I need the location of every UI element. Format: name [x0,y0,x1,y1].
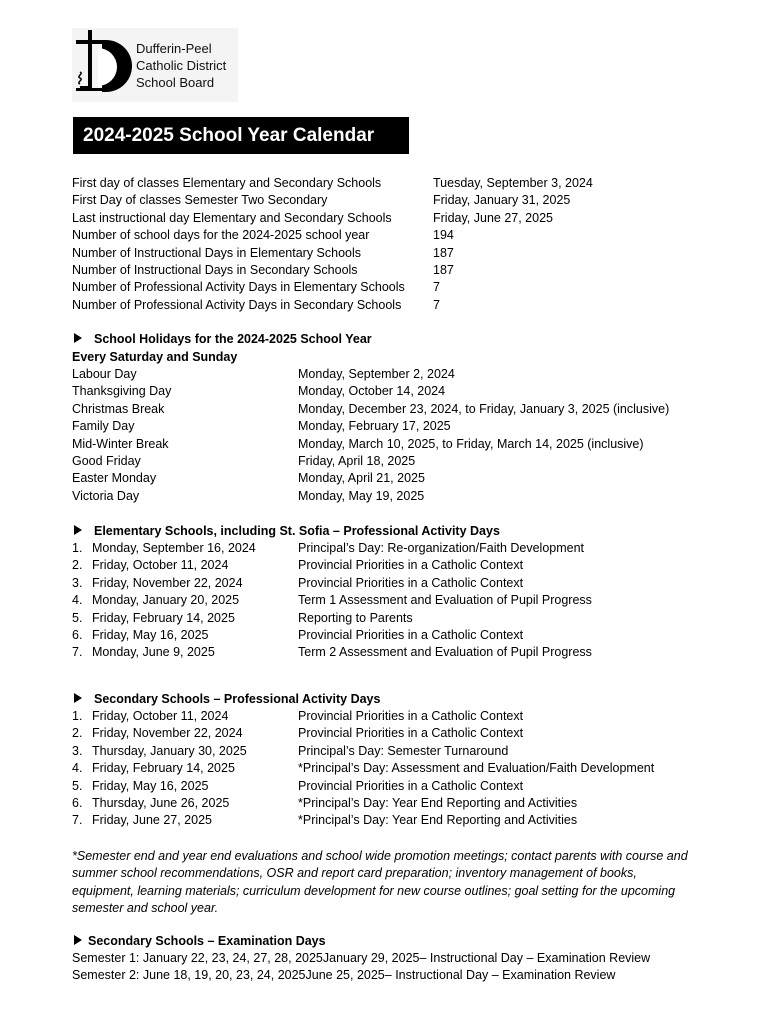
triangle-bullet-icon [74,333,82,343]
item-number: 2. [72,558,83,573]
secondary-pa-day-row [72,795,578,812]
holidays-heading-text: School Holidays for the 2024-2025 School Year [94,332,372,346]
item-number: 5. [72,778,83,793]
logo-text [136,40,226,91]
item-number: 1. [72,541,83,555]
holiday-date: Monday, April 21, 2025 [298,471,425,486]
pa-day-description: Provincial Priorities in a Catholic Context [298,628,524,642]
exams-heading [74,933,326,950]
pa-day-description: Provincial Priorities in a Catholic Context [298,709,524,723]
pa-day-description: Principal’s Day: Semester Turnaround [298,743,509,758]
exam-review-description: – Instructional Day – Examination Review [384,968,616,983]
summary-row [72,297,440,314]
pa-day-date: Friday, February 14, 2025 [92,610,235,625]
exam-dates: January 22, 23, 24, 27, 28, 2025 [142,951,323,965]
summary-label: Number of Professional Activity Days in Elementary Schools [72,280,405,295]
summary-value: 187 [433,245,454,260]
holiday-row [72,401,670,418]
pa-day-description: Principal’s Day: Re-organization/Faith Development [298,541,585,555]
holidays-subheading: Every Saturday and Sunday [72,350,238,364]
pa-day-date: Friday, October 11, 2024 [92,558,229,573]
item-number: 4. [72,593,83,608]
exam-row [72,967,615,984]
pa-day-date: Friday, November 22, 2024 [92,575,243,590]
item-number: 7. [72,645,83,660]
holiday-date: Monday, October 14, 2024 [298,384,446,399]
pa-day-description: Provincial Priorities in a Catholic Context [298,726,524,741]
elementary-pa-day-row [72,610,413,627]
secondary-pa-day-row [72,708,524,725]
board-logo [72,28,238,102]
pa-day-date: Friday, October 11, 2024 [92,709,229,723]
pa-day-description: Provincial Priorities in a Catholic Context [298,558,524,573]
pa-day-date: Friday, June 27, 2025 [92,813,212,828]
summary-value: 7 [433,297,440,312]
pa-day-date: Friday, November 22, 2024 [92,726,243,741]
holidays-heading [74,331,372,348]
logo-line: Catholic District [136,58,227,73]
summary-label: First day of classes Elementary and Secondary Schools [72,176,382,190]
pa-day-date: Friday, February 14, 2025 [92,761,235,776]
summary-value: 187 [433,263,454,277]
elementary-pa-day-row [72,644,592,661]
footnote: *Semester end and year end evaluations and school wide promotion meetings; contact parents with course and summer school recommendations, OSR and report card preparation; inventory management of books, equipment, learning materials; curriculum development for new course outlines; goal setting for the upcoming semester and school year. [72,849,688,915]
exam-review-description: – Instructional Day – Examination Review [419,951,651,965]
cross-logo-icon [72,28,142,102]
secondary-heading [74,691,380,708]
pa-day-description: Term 2 Assessment and Evaluation of Pupil Progress [298,645,592,660]
item-number: 3. [72,743,83,758]
holiday-row [72,488,425,505]
page-title: 2024-2025 School Year Calendar [73,117,409,154]
summary-value: Tuesday, September 3, 2024 [433,176,593,190]
holiday-row [72,366,455,383]
pa-day-description: *Principal’s Day: Assessment and Evaluation/Faith Development [298,761,655,776]
holiday-row [72,383,446,400]
summary-row [72,192,571,209]
pa-day-description: Provincial Priorities in a Catholic Context [298,778,524,793]
elementary-pa-day-row [72,592,592,609]
summary-row [72,245,454,262]
summary-label: Number of Professional Activity Days in Secondary Schools [72,297,402,312]
exams-heading-text: Secondary Schools – Examination Days [88,934,326,948]
pa-day-date: Friday, May 16, 2025 [92,778,209,793]
summary-label: Last instructional day Elementary and Secondary Schools [72,210,392,225]
summary-row [72,279,440,296]
elementary-pa-day-row [72,627,524,644]
pa-day-description: Reporting to Parents [298,610,413,625]
pa-day-date: Monday, January 20, 2025 [92,593,240,608]
item-number: 1. [72,709,83,723]
holiday-date: Monday, February 17, 2025 [298,419,451,434]
pa-day-date: Friday, May 16, 2025 [92,628,209,642]
pa-day-date: Thursday, January 30, 2025 [92,743,247,758]
holiday-date: Monday, March 10, 2025, to Friday, March 14, 2025 (inclusive) [298,436,644,451]
secondary-pa-day-row [72,760,655,777]
logo-line: School Board [136,75,215,90]
exam-review-date: January 29, 2025 [322,951,420,965]
logo-line: Dufferin-Peel [136,41,212,56]
summary-label: First Day of classes Semester Two Secondary [72,193,328,208]
summary-value: Friday, June 27, 2025 [433,210,553,225]
secondary-heading-text: Secondary Schools – Professional Activity Days [94,692,381,706]
item-number: 2. [72,726,83,741]
item-number: 6. [72,628,83,642]
item-number: 3. [72,575,83,590]
summary-value: Friday, January 31, 2025 [433,193,571,208]
exam-dates: June 18, 19, 20, 23, 24, 2025 [142,968,306,983]
holiday-row [72,436,644,453]
summary-label: Number of Instructional Days in Elementary Schools [72,245,362,260]
elementary-heading [74,523,500,540]
triangle-bullet-icon [74,525,82,535]
summary-label: Number of Instructional Days in Secondary Schools [72,263,358,277]
holiday-date: Monday, September 2, 2024 [298,367,455,381]
exam-row [72,950,650,967]
elementary-pa-day-row [72,540,585,557]
holiday-row [72,470,425,487]
holiday-name: Easter Monday [72,471,157,486]
exam-semester-label: Semester 1: [72,951,140,965]
item-number: 4. [72,761,83,776]
holiday-name: Thanksgiving Day [72,384,172,399]
holiday-name: Good Friday [72,454,141,468]
holiday-name: Victoria Day [72,488,140,503]
pa-day-description: Term 1 Assessment and Evaluation of Pupil Progress [298,593,592,608]
summary-row [72,210,553,227]
elementary-heading-text: Elementary Schools, including St. Sofia – Professional Activity Days [94,524,500,538]
summary-value: 7 [433,280,440,295]
summary-value: 194 [433,228,454,243]
holiday-name: Mid-Winter Break [72,436,169,451]
secondary-pa-day-row [72,743,509,760]
secondary-pa-day-row [72,778,524,795]
pa-day-description: *Principal’s Day: Year End Reporting and Activities [298,796,578,810]
holiday-date: Monday, December 23, 2024, to Friday, January 3, 2025 (inclusive) [298,401,670,416]
pa-day-date: Monday, June 9, 2025 [92,645,215,660]
item-number: 7. [72,813,83,828]
holiday-row [72,418,451,435]
holiday-date: Monday, May 19, 2025 [298,488,425,503]
pa-day-date: Monday, September 16, 2024 [92,541,256,555]
holiday-row [72,453,416,470]
holiday-name: Family Day [72,419,135,434]
summary-row [72,227,454,244]
pa-day-description: *Principal’s Day: Year End Reporting and Activities [298,813,578,828]
triangle-bullet-icon [74,693,82,703]
summary-label: Number of school days for the 2024-2025 school year [72,228,370,243]
pa-day-description: Provincial Priorities in a Catholic Context [298,575,524,590]
holiday-name: Christmas Break [72,401,165,416]
summary-row [72,262,454,279]
secondary-pa-day-row [72,725,524,742]
holiday-name: Labour Day [72,367,137,381]
pa-day-date: Thursday, June 26, 2025 [92,796,230,810]
elementary-pa-day-row [72,575,524,592]
summary-row [72,175,593,192]
elementary-pa-day-row [72,557,524,574]
item-number: 5. [72,610,83,625]
exam-review-date: June 25, 2025 [305,968,385,983]
holiday-date: Friday, April 18, 2025 [298,454,416,468]
triangle-bullet-icon [74,935,82,945]
exam-semester-label: Semester 2: [72,968,140,983]
secondary-pa-day-row [72,812,578,829]
item-number: 6. [72,796,83,810]
